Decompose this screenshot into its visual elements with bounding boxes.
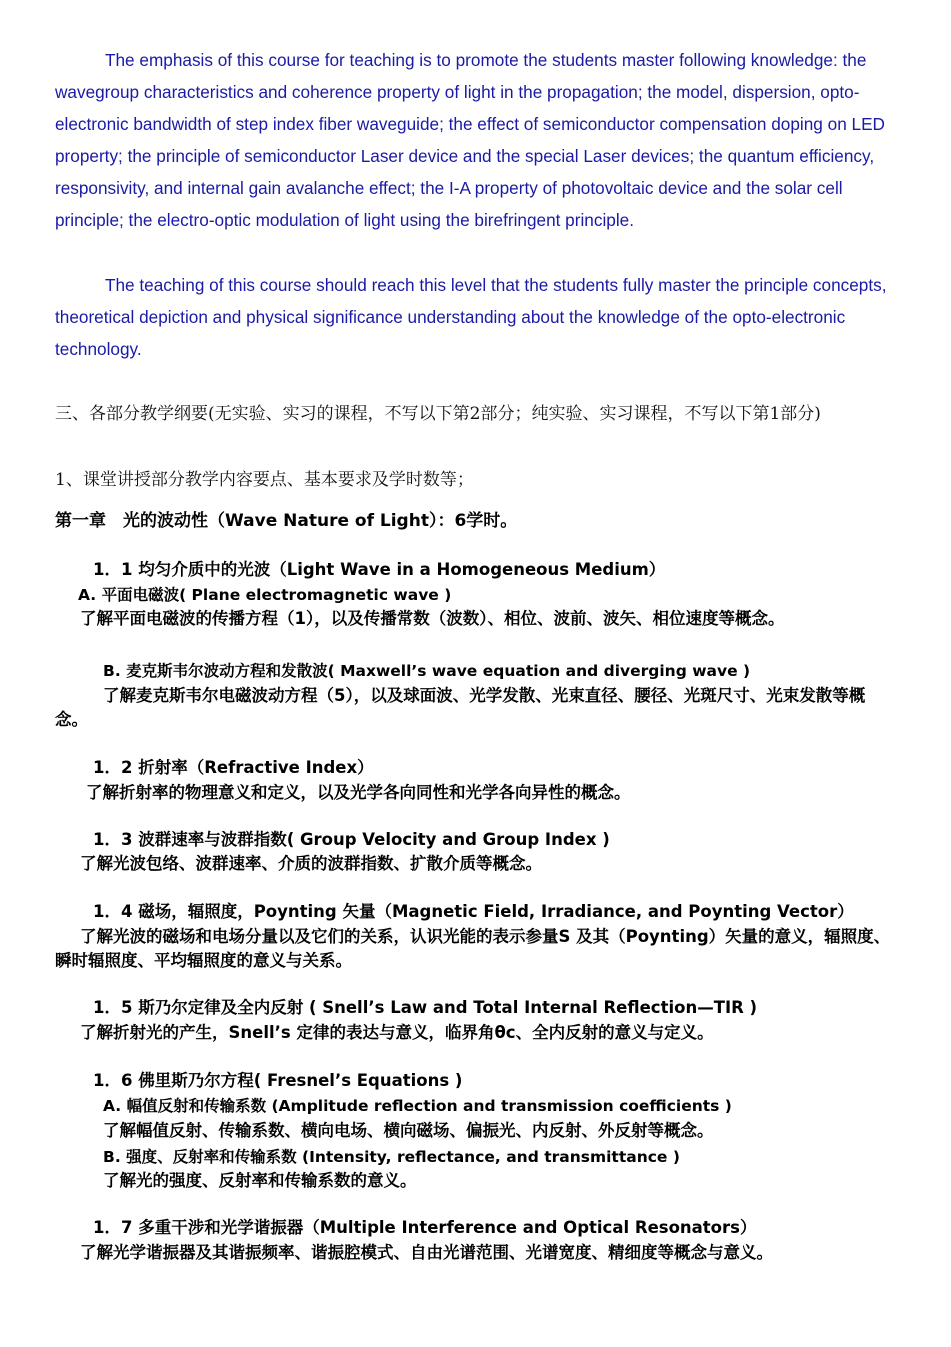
section-1-7-desc: 了解光学谐振器及其谐振频率、谐振腔模式、自由光谱范围、光谱宽度、精细度等概念与意义。 <box>80 1243 773 1262</box>
section-1-3-desc: 了解光波包络、波群速率、介质的波群指数、扩散介质等概念。 <box>80 854 542 873</box>
section-1-1-b-desc: 了解麦克斯韦尔电磁波动方程（5），以及球面波、光学发散、光束直径、腰径、光斑尺寸、光束发散等概念。 <box>55 686 866 729</box>
section-1-6-b-title: B. 强度、反射率和传输系数 (Intensity, reflectance, and transmittance ) <box>103 1148 680 1166</box>
section-1-1-a-title: A. 平面电磁波( Plane electromagnetic wave ) <box>78 586 452 604</box>
section-1-1-a-desc: 了解平面电磁波的传播方程（1），以及传播常数（波数）、相位、波前、波矢、相位速度等概念。 <box>80 609 785 628</box>
section-1-1-title: 1．1 均匀介质中的光波（Light Wave in a Homogeneous Medium） <box>93 560 666 579</box>
section-1-4-desc: 了解光波的磁场和电场分量以及它们的关系，认识光能的表示参量S 及其（Poynting）矢量的意义，辐照度、瞬时辐照度、平均辐照度的意义与关系。 <box>55 927 891 970</box>
section-1-2-desc: 了解折射率的物理意义和定义，以及光学各向同性和光学各向异性的概念。 <box>86 783 631 802</box>
section-1-7-title: 1．7 多重干涉和光学谐振器（Multiple Interference and Optical Resonators） <box>93 1218 757 1237</box>
section-1-5-title: 1．5 斯乃尔定律及全内反射 ( Snell’s Law and Total Internal Reflection—TIR ) <box>93 998 758 1017</box>
section-1-6-b-desc: 了解光的强度、反射率和传输系数的意义。 <box>103 1171 417 1190</box>
section-1-6-a-desc: 了解幅值反射、传输系数、横向电场、横向磁场、偏振光、内反射、外反射等概念。 <box>103 1121 714 1140</box>
section-1-6-a-title: A. 幅值反射和传输系数 (Amplitude reflection and transmission coefficients ) <box>103 1097 732 1115</box>
section-1-2-title: 1．2 折射率（Refractive Index） <box>93 758 374 777</box>
section-1-1-b-title: B. 麦克斯韦尔波动方程和发散波( Maxwell’s wave equation and diverging wave ) <box>103 662 751 680</box>
section-1-4-title: 1．4 磁场，辐照度，Poynting 矢量（Magnetic Field, Irradiance, and Poynting Vector） <box>93 902 854 921</box>
section-1-5-desc: 了解折射光的产生，Snell’s 定律的表达与意义，临界角θc、全内反射的意义与定义。 <box>80 1023 714 1042</box>
english-paragraph-1 <box>55 44 900 236</box>
chapter-1-title: 第一章 光的波动性（Wave Nature of Light）：6学时。 <box>55 511 518 531</box>
section-1-3-title: 1．3 波群速率与波群指数( Group Velocity and Group Index ) <box>93 830 610 849</box>
section-3-heading: 三、各部分教学纲要(无实验、实习的课程，不写以下第2部分；纯实验、实习课程，不写以下第1部分) <box>55 404 821 424</box>
section-1-6-title: 1．6 佛里斯乃尔方程( Fresnel’s Equations ) <box>93 1071 463 1090</box>
section-3-subheading: 1、课堂讲授部分教学内容要点、基本要求及学时数等； <box>55 470 474 490</box>
english-paragraph-2 <box>55 269 900 365</box>
english-paragraph-1-text: The emphasis of this course for teaching is to promote the students master following knowledge: the wavegroup characteristics and coherence property of light in the propagation; the model, dispersion, opto-electronic bandwidth of step index fiber waveguide; the effect of semiconductor compensation doping on LED property; the principle of semiconductor Laser device and the special Laser devices; the quantum efficiency, responsivity, and internal gain avalanche effect; the I-A property of photovoltaic device and the solar cell principle; the electro-optic modulation of light using the birefringent principle. <box>55 50 885 230</box>
english-paragraph-2-text: The teaching of this course should reach this level that the students fully master the principle concepts, theoretical depiction and physical significance understanding about the knowledge of the opto-electronic technology. <box>55 275 887 359</box>
